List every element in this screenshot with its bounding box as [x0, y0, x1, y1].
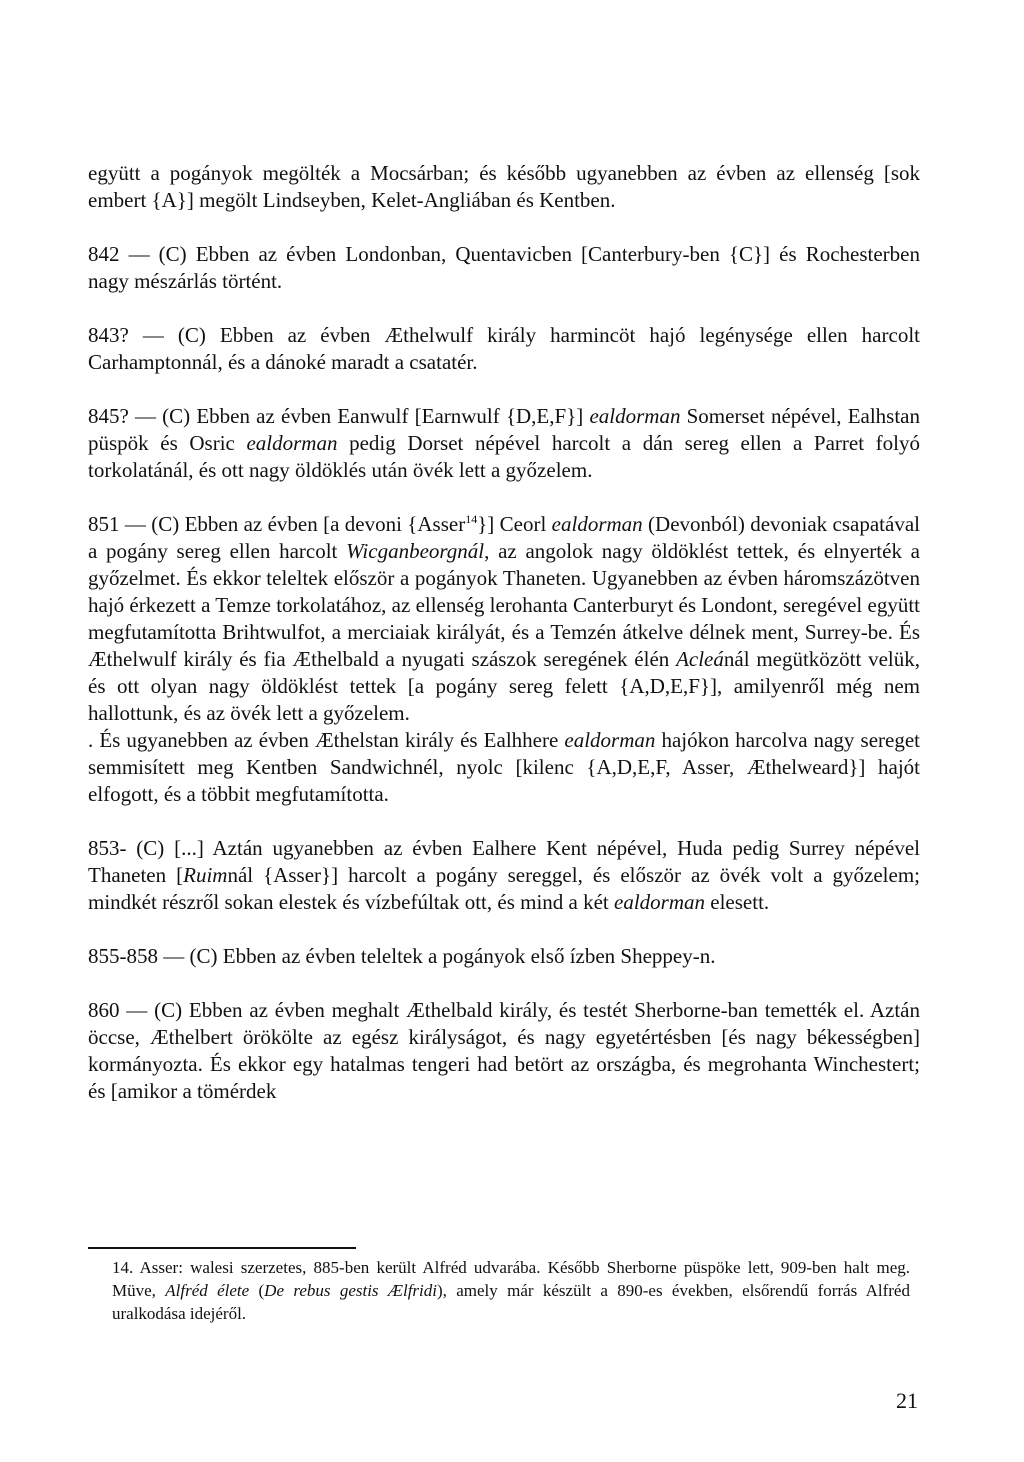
entry-860: [88, 997, 920, 1105]
italic-title: Alfréd élete: [165, 1281, 250, 1300]
entry-text: [88, 835, 920, 916]
italic-term: ealdorman: [589, 404, 681, 428]
italic-place: Wicganbeorgnál: [346, 539, 485, 563]
entry-851: [88, 511, 920, 808]
text-run: , az angolok nagy öldöklést tettek, és elnyerték a győzelmet. És ekkor teleltek először a pogányok Thaneten. Ugyanebben az évben háromszázötven hajó érkezett a Temze torkolatához, az ellenség lerohanta Canterburyt és Londont, seregével együtt megfutamította Brihtwulfot, a merciaiak királyát, és a Temzén átkelve délnek ment, Surrey-be. És Æthelwulf király és fia Æthelbald a nyugati szászok seregének élén: [88, 539, 920, 671]
italic-term: ealdorman: [564, 728, 656, 752]
italic-place: Ruim: [183, 863, 228, 887]
entry-843: [88, 322, 920, 376]
text-run: pedig Dorset népével harcolt a dán sereg ellen a Parret folyó torkolatánál, és ott nagy öldöklés után övék lett a győzelem.: [88, 431, 920, 482]
text-run: (Devonból) devoniak csapatával a pogány sereg ellen harcolt: [88, 512, 920, 563]
entry-text: 842 — (C) Ebben az évben Londonban, Quentavicben [Canterbury-ben {C}] és Rochesterben nagy mészárlás történt.: [88, 242, 920, 293]
text-run: 851 — (C) Ebben az évben [a devoni {Asser: [88, 512, 466, 536]
entry-text: 860 — (C) Ebben az évben meghalt Æthelbald király, és testét Sherborne-ban temették el. Aztán öccse, Æthelbert örökölte az egész királyságot, és nagy egyetértésben [és nagy békességben] kormányozta. És ekkor egy hatalmas tengeri had betört az országba, és megrohanta Winchestert; és [amikor a tömérdek: [88, 998, 920, 1103]
text-run: . És ugyanebben az évben Æthelstan király és Ealhhere: [88, 728, 565, 752]
footnote: [112, 1256, 910, 1325]
italic-term: ealdorman: [551, 512, 643, 536]
footnote-divider: [88, 1247, 356, 1249]
entry-853: [88, 835, 920, 916]
entry-text-continued: [88, 727, 920, 808]
entry-text: együtt a pogányok megölték a Mocsárban; és később ugyanebben az évben az ellenség [sok embert {A}] megölt Lindseyben, Kelet-Angliában és Kentben.: [88, 161, 920, 212]
text-run: nál megütközött velük, és ott olyan nagy öldöklést tettek [a pogány sereg felett {A,D,E,F}], amilyenről még nem hallottunk, és az övék lett a győzelem.: [88, 647, 920, 725]
italic-term: ealdorman: [246, 431, 338, 455]
entry-text: 843? — (C) Ebben az évben Æthelwulf király harmincöt hajó legénysége ellen harcolt Carhamptonnál, és a dánoké maradt a csatatér.: [88, 323, 920, 374]
text-run: elesett.: [705, 890, 770, 914]
text-run: nál {Asser}] harcolt a pogány sereggel, és először az övék volt a győzelem; mindkét részről sokan elestek és vízbefúltak ott, és mind a két: [88, 863, 920, 914]
page-body: [88, 160, 920, 1132]
text-run: (: [249, 1281, 265, 1300]
text-run: 845? — (C) Ebben az évben Eanwulf [Earnwulf {D,E,F}]: [88, 404, 590, 428]
entry-text: [88, 403, 920, 484]
entry-842: [88, 241, 920, 295]
text-run: hajókon harcolva nagy sereget semmisített meg Kentben Sandwichnél, nyolc [kilenc {A,D,E,F, Asser, Æthelweard}] hajót elfogott, és a többit megfutamította.: [88, 728, 920, 806]
entry-text: [88, 511, 920, 727]
footnote-marker: 14: [465, 512, 478, 526]
page-number: 21: [896, 1388, 918, 1413]
entry-text: 855-858 — (C) Ebben az évben teleltek a pogányok első ízben Sheppey-n.: [88, 944, 716, 968]
text-run: }] Ceorl: [477, 512, 552, 536]
text-run: Somerset népével, Ealhstan püspök és Osric: [88, 404, 921, 455]
italic-title: De rebus gestis Ælfridi: [264, 1281, 437, 1300]
italic-place: Acleá: [676, 647, 724, 671]
text-run: 853- (C) [...] Aztán ugyanebben az évben Ealhere Kent népével, Huda pedig Surrey népével Thaneten [: [88, 836, 920, 887]
italic-term: ealdorman: [614, 890, 706, 914]
text-run: 14. Asser: walesi szerzetes, 885-ben került Alfréd udvarába. Később Sherborne püspöke lett, 909-ben halt meg. Müve,: [112, 1258, 910, 1300]
entry-855: [88, 943, 920, 970]
entry-intro: [88, 160, 920, 214]
text-run: ), amely már készült a 890-es években, elsőrendű forrás Alfréd uralkodása idejéről.: [112, 1281, 910, 1323]
entry-845: [88, 403, 920, 484]
